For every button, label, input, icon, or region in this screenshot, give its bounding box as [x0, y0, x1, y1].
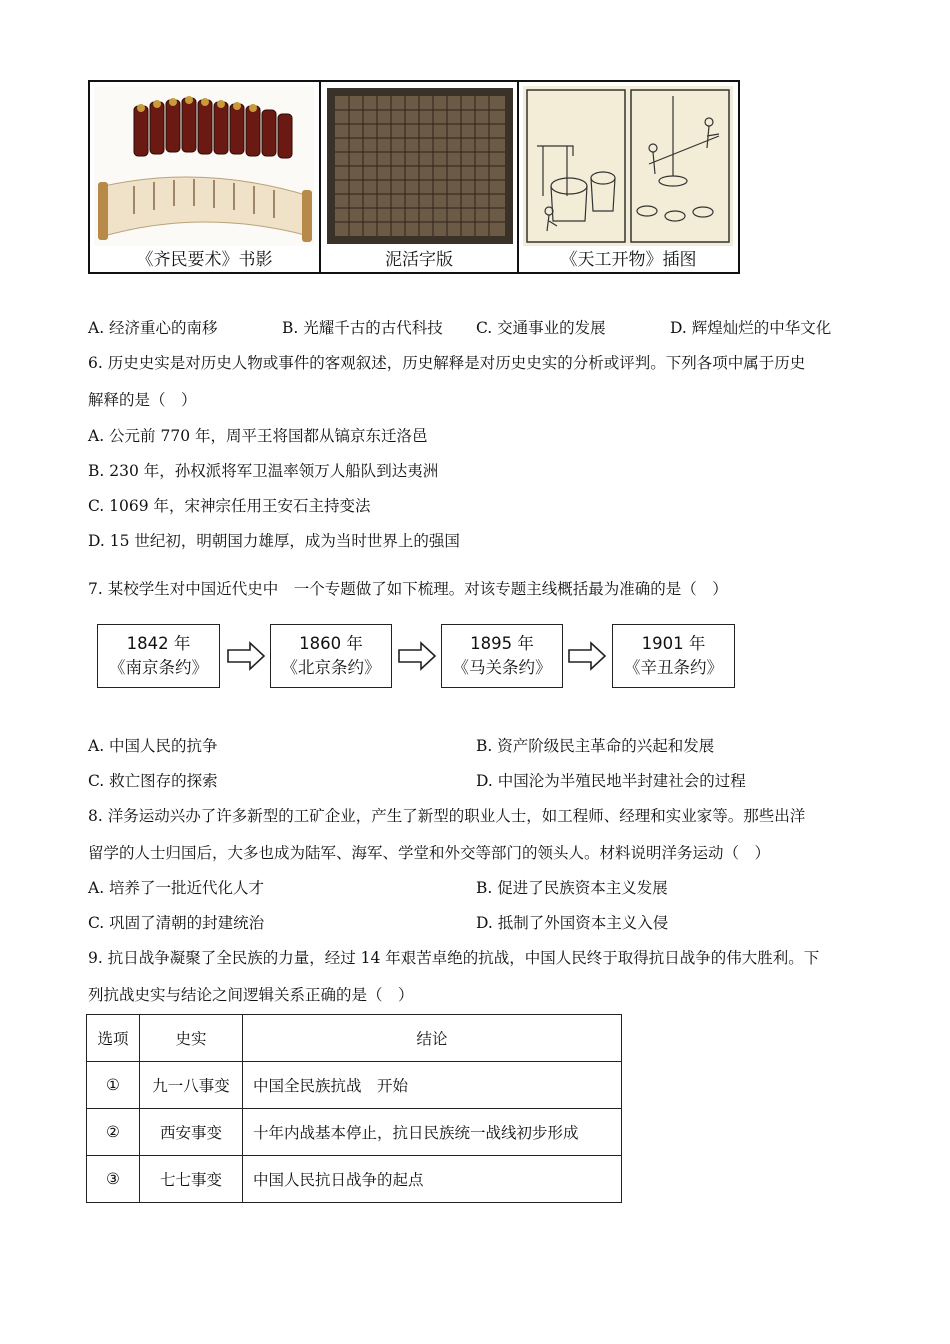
flow-treaty: 《马关条约》 — [452, 658, 552, 677]
q5-option-c[interactable]: C. 交通事业的发展 — [476, 319, 606, 337]
q8-option-a[interactable]: A. 培养了一批近代化人才 — [88, 879, 265, 897]
row-option: ① — [87, 1062, 140, 1109]
q8-option-c[interactable]: C. 巩固了清朝的封建统治 — [88, 914, 265, 932]
q7-option-c[interactable]: C. 救亡图存的探索 — [88, 772, 218, 790]
row-conclusion: 中国全民族抗战 开始 — [243, 1062, 622, 1109]
figure-strip — [88, 80, 740, 274]
q7-stem: 7. 某校学生对中国近代史中 一个专题做了如下梳理。对该专题主线概括最为准确的是（ ） — [88, 580, 728, 598]
flow-box-1842 — [97, 624, 220, 688]
row-fact: 西安事变 — [140, 1109, 243, 1156]
caption-clay-type: 泥活字版 — [385, 250, 453, 270]
header-option: 选项 — [87, 1015, 140, 1062]
figure-qiminyaoshu — [90, 82, 321, 272]
clay-type-image — [325, 86, 515, 246]
flow-box-1901 — [612, 624, 735, 688]
q8-stem-line1: 8. 洋务运动兴办了许多新型的工矿企业，产生了新型的职业人士，如工程师、经理和实业家等。那些出洋 — [88, 807, 806, 825]
q7-option-d[interactable]: D. 中国沦为半殖民地半封建社会的过程 — [476, 772, 746, 790]
scroll-image — [94, 86, 314, 246]
arrow-right-icon — [226, 641, 266, 671]
q7-option-a[interactable]: A. 中国人民的抗争 — [88, 737, 218, 755]
q6-stem-line1: 6. 历史史实是对历史人物或事件的客观叙述，历史解释是对历史史实的分析或评判。下列各项中属于历史 — [88, 354, 806, 372]
table-row — [87, 1109, 622, 1156]
q8-option-d[interactable]: D. 抵制了外国资本主义入侵 — [476, 914, 669, 932]
flow-box-1860 — [270, 624, 392, 688]
row-fact: 九一八事变 — [140, 1062, 243, 1109]
row-conclusion: 十年内战基本停止，抗日民族统一战线初步形成 — [243, 1109, 622, 1156]
q5-option-d[interactable]: D. 辉煌灿烂的中华文化 — [670, 319, 832, 337]
q9-stem-line1: 9. 抗日战争凝聚了全民族的力量，经过 14 年艰苦卓绝的抗战，中国人民终于取得抗日战争的伟大胜利。下 — [88, 949, 820, 967]
row-option: ③ — [87, 1156, 140, 1203]
flow-year: 1842 年 — [126, 634, 191, 653]
row-fact: 七七事变 — [140, 1156, 243, 1203]
q6-option-b[interactable]: B. 230 年，孙权派将军卫温率领万人船队到达夷洲 — [88, 462, 439, 480]
arrow-right-icon — [567, 641, 607, 671]
table-row — [87, 1156, 622, 1203]
row-conclusion: 中国人民抗日战争的起点 — [243, 1156, 622, 1203]
figure-tiangongkaiwu — [519, 82, 738, 272]
q8-stem-line2: 留学的人士归国后，大多也成为陆军、海军、学堂和外交等部门的领头人。材料说明洋务运动（ ） — [88, 844, 771, 862]
row-option: ② — [87, 1109, 140, 1156]
flow-box-1895 — [441, 624, 563, 688]
flow-treaty: 《南京条约》 — [109, 658, 208, 677]
q8-option-b[interactable]: B. 促进了民族资本主义发展 — [476, 879, 668, 897]
figure-clay-type — [321, 82, 519, 272]
caption-tiangongkaiwu: 《天工开物》插图 — [560, 250, 697, 270]
header-fact: 史实 — [140, 1015, 243, 1062]
flow-treaty: 《辛丑条约》 — [624, 658, 723, 677]
q7-option-b[interactable]: B. 资产阶级民主革命的兴起和发展 — [476, 737, 715, 755]
q6-option-a[interactable]: A. 公元前 770 年，周平王将国都从镐京东迁洛邑 — [88, 427, 428, 445]
table-header-row — [87, 1015, 622, 1062]
q6-option-c[interactable]: C. 1069 年，宋神宗任用王安石主持变法 — [88, 497, 371, 515]
q9-stem-line2: 列抗战史实与结论之间逻辑关系正确的是（ ） — [88, 986, 414, 1004]
header-conclusion: 结论 — [243, 1015, 622, 1062]
q9-table — [86, 1014, 622, 1203]
flow-year: 1895 年 — [470, 634, 534, 653]
q5-option-b[interactable]: B. 光耀千古的古代科技 — [282, 319, 443, 337]
flow-year: 1901 年 — [641, 634, 706, 653]
table-row — [87, 1062, 622, 1109]
q6-option-d[interactable]: D. 15 世纪初，明朝国力雄厚，成为当时世界上的强国 — [88, 532, 460, 550]
flow-treaty: 《北京条约》 — [281, 658, 381, 677]
arrow-right-icon — [397, 641, 437, 671]
flow-year: 1860 年 — [299, 634, 363, 653]
q5-option-a[interactable]: A. 经济重心的南移 — [88, 319, 218, 337]
tiangongkaiwu-image — [523, 86, 733, 246]
caption-qiminyaoshu: 《齐民要术》书影 — [136, 250, 273, 270]
q6-stem-line2: 解释的是（ ） — [88, 391, 197, 409]
